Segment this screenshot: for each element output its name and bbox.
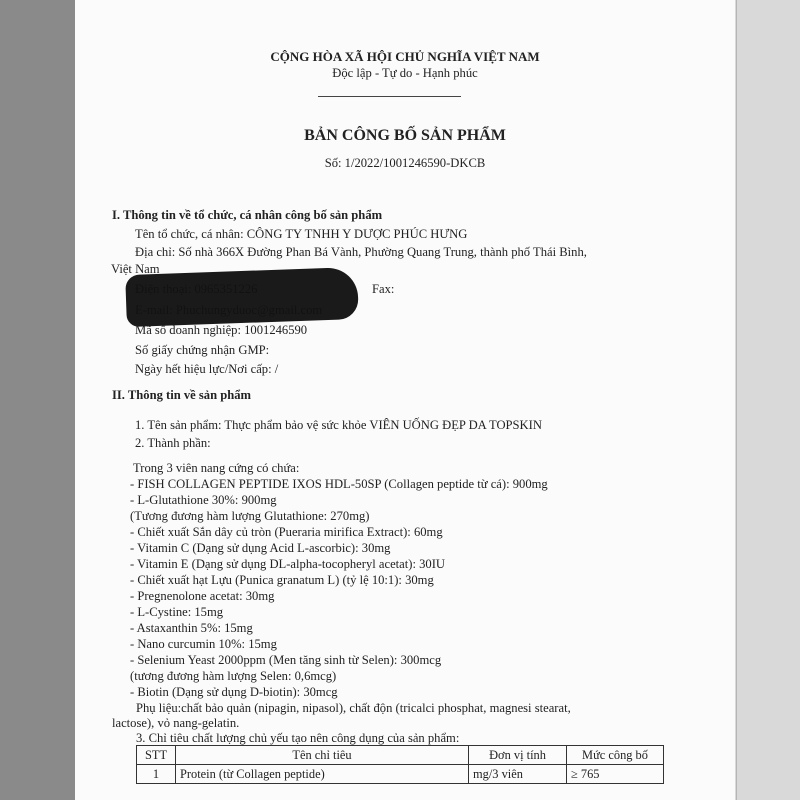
list-item: - Astaxanthin 5%: 15mg [130, 621, 253, 635]
column-header: Mức công bố [567, 746, 664, 765]
list-item: - L-Cystine: 15mg [130, 605, 224, 619]
redaction-mark [125, 267, 359, 327]
list-item: (tương đương hàm lượng Selen: 0,6mcg) [130, 669, 337, 683]
composition-label: 2. Thành phần: [135, 436, 211, 450]
table-cell: ≥ 765 [567, 765, 664, 784]
business-code: Mã số doanh nghiệp: 1001246590 [135, 323, 308, 337]
list-item: (Tương đương hàm lượng Glutathione: 270mg) [130, 509, 370, 523]
list-item: - Nano curcumin 10%: 15mg [130, 637, 277, 651]
composition-intro: Trong 3 viên nang cứng có chứa: [133, 461, 300, 475]
list-item: - Vitamin C (Dạng sử dụng Acid L-ascorbic): 30mg [130, 541, 391, 555]
list-item: - Biotin (Dạng sử dụng D-biotin): 30mcg [130, 685, 338, 699]
motto: Độc lập - Tự do - Hạnh phúc [332, 66, 478, 80]
nation-heading: CỘNG HÒA XÃ HỘI CHỦ NGHĨA VIỆT NAM [270, 49, 540, 64]
fax: Fax: [372, 282, 395, 296]
list-item: - L-Glutathione 30%: 900mg [130, 493, 277, 507]
list-item: - Selenium Yeast 2000ppm (Men tăng sinh từ Selen): 300mcg [130, 653, 442, 667]
table-cell: 1 [137, 765, 176, 784]
list-item: - FISH COLLAGEN PEPTIDE IXOS HDL-50SP (Collagen peptide từ cá): 900mg [130, 477, 548, 491]
page-title: BẢN CÔNG BỐ SẢN PHẨM [304, 127, 506, 144]
column-header: Đơn vị tính [469, 746, 567, 765]
gmp-number: Số giấy chứng nhận GMP: [135, 343, 270, 357]
excipients-continued: lactose), vỏ nang-gelatin. [112, 716, 240, 730]
table-cell: Protein (từ Collagen peptide) [176, 765, 469, 784]
criteria-table [136, 745, 664, 784]
background-edge [735, 0, 800, 800]
section1-heading: I. Thông tin về tổ chức, cá nhân công bố sản phẩm [112, 208, 383, 222]
list-item: - Chiết xuất Sắn dây củ tròn (Pueraria mirifica Extract): 60mg [130, 525, 443, 539]
table-row [137, 765, 664, 784]
expiry-issuer: Ngày hết hiệu lực/Nơi cấp: / [135, 362, 279, 376]
address: Địa chỉ: Số nhà 366X Đường Phan Bá Vành, Phường Quang Trung, thành phố Thái Bình, [135, 245, 587, 259]
product-name: 1. Tên sản phẩm: Thực phẩm bảo vệ sức khỏe VIÊN UỐNG ĐẸP DA TOPSKIN [135, 418, 542, 432]
org-name: Tên tổ chức, cá nhân: CÔNG TY TNHH Y DƯỢC PHÚC HƯNG [135, 227, 468, 241]
table-header-row [137, 746, 664, 765]
criteria-label: 3. Chỉ tiêu chất lượng chủ yếu tạo nên công dụng của sản phẩm: [136, 731, 460, 745]
list-item: - Pregnenolone acetat: 30mg [130, 589, 275, 603]
page-edge-line [736, 0, 737, 800]
document-number: Số: 1/2022/1001246590-DKCB [324, 156, 486, 170]
column-header: Tên chỉ tiêu [176, 746, 469, 765]
list-item: - Vitamin E (Dạng sử dụng DL-alpha-tocopheryl acetat): 30IU [130, 557, 445, 571]
list-item: - Chiết xuất hạt Lựu (Punica granatum L) (tỷ lệ 10:1): 30mg [130, 573, 434, 587]
address-continued: Việt Nam [111, 262, 160, 276]
header-divider [318, 96, 461, 97]
excipients: Phụ liệu:chất bảo quản (nipagin, nipasol), chất độn (tricalci phosphat, magnesi stearat, [136, 701, 571, 715]
table-cell: mg/3 viên [469, 765, 567, 784]
section2-heading: II. Thông tin về sản phẩm [112, 388, 252, 402]
column-header: STT [137, 746, 176, 765]
